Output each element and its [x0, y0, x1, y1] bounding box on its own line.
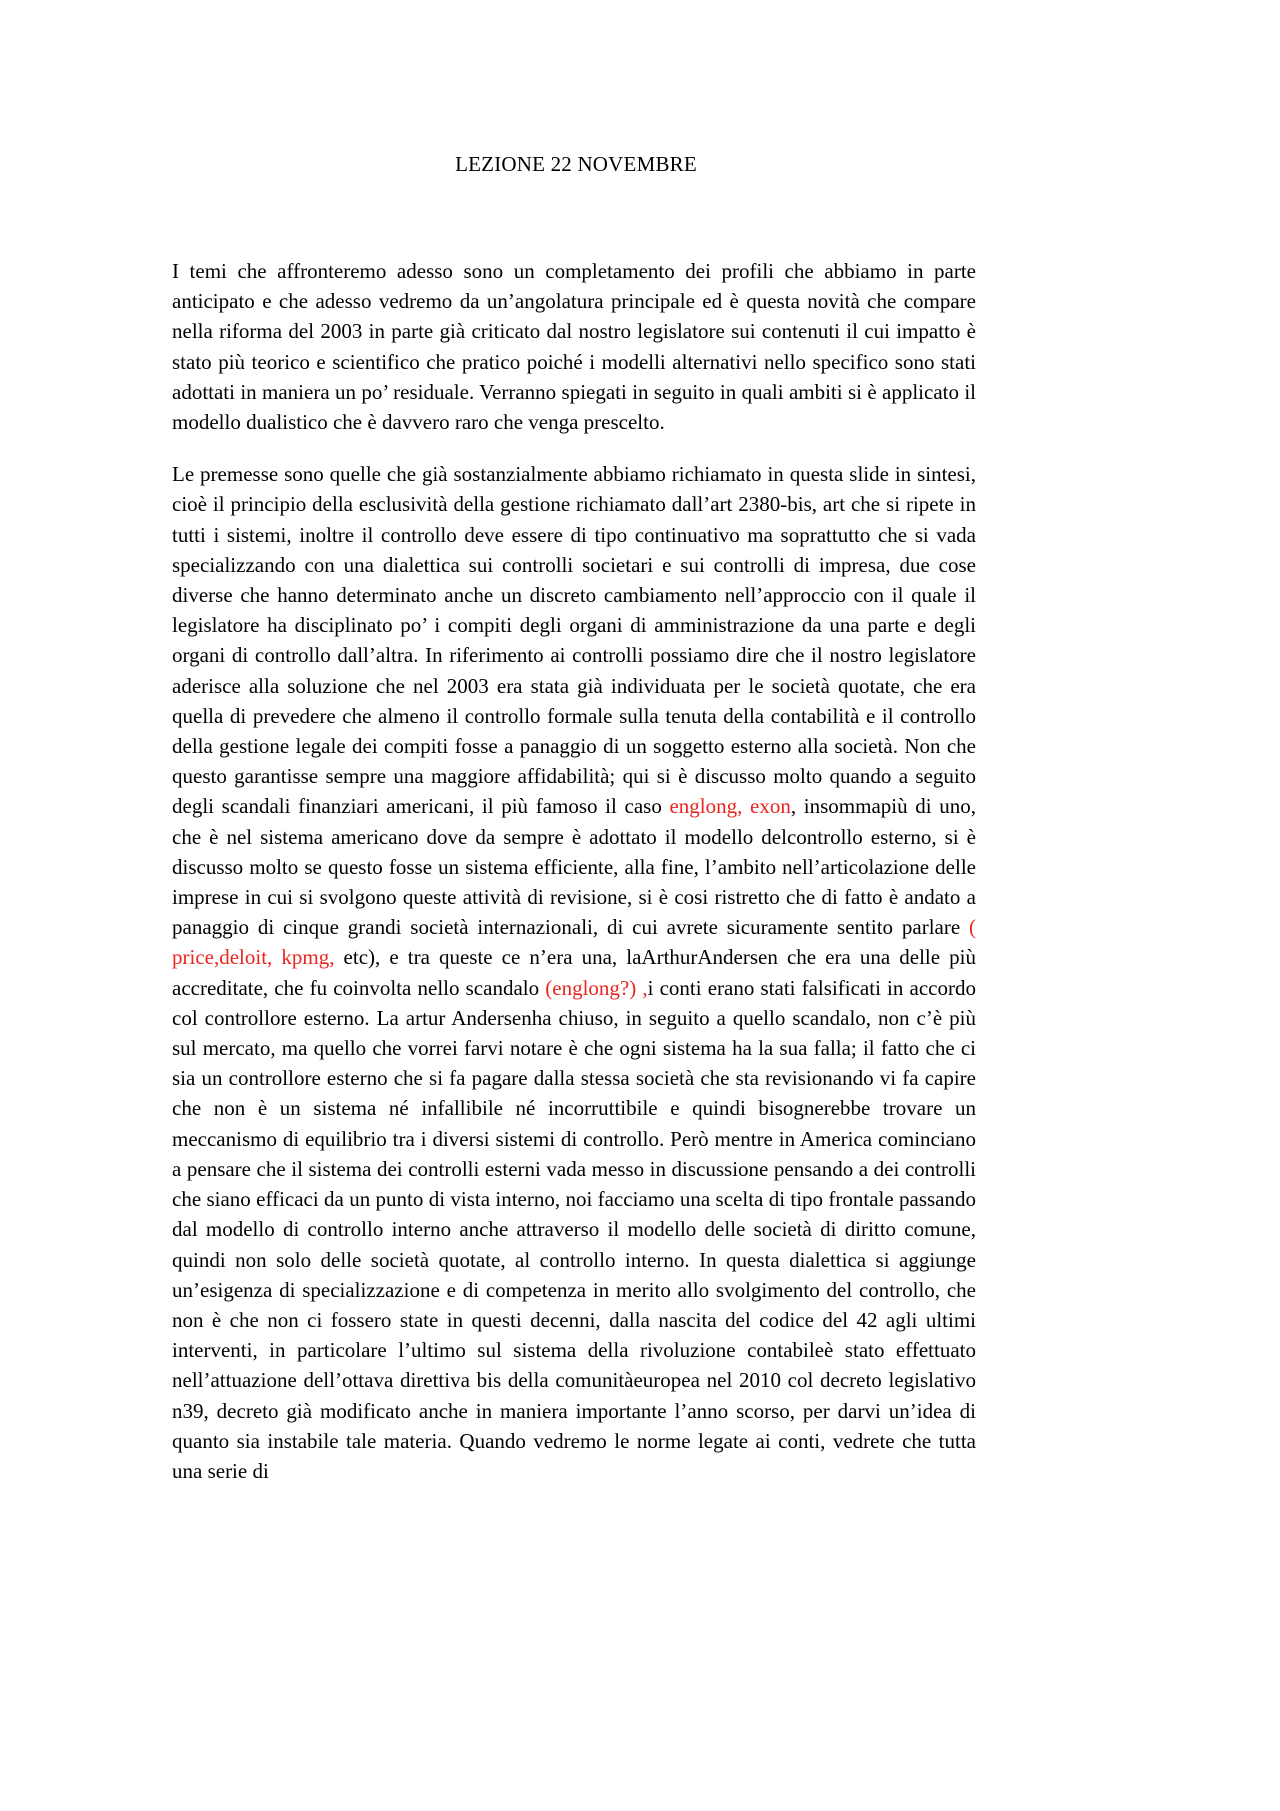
paragraph-2-text: , insommapiù di uno, che è nel sistema americano dove da sempre è adottato il modello delcontrollo esterno, si è discusso molto se questo fosse un sistema efficiente, alla fine, l’ambito nell’articolazione delle imprese in cui si svolgono queste attività di revisione, si è cosi ristretto che di fatto è andato a panaggio di cinque grandi società internazionali, di cui avrete sicuramente sentito parlare [172, 794, 976, 940]
paragraph-2-text: i conti erano stati falsificati in accordo col controllore esterno. La artur Andersenha chiuso, in seguito a quello scandalo, non c’è più sul mercato, ma quello che vorrei farvi notare è che ogni sistema ha la sua falla; il fatto che ci sia un controllore esterno che si fa pagare dalla stessa società che sta revisionando vi fa capire che non è un sistema né infallibile né incorruttibile e quindi bisognerebbe trovare un meccanismo di equilibrio tra i diversi sistemi di controllo. Però mentre in America cominciano a pensare che il sistema dei controlli esterni vada messo in discussione pensando a dei controlli che siano efficaci da un punto di vista interno, noi facciamo una scelta di tipo frontale passando dal modello di controllo interno anche attraverso il modello delle società di diritto comune, quindi non solo delle società quotate, al controllo interno. In questa dialettica si aggiunge un’esigenza di specializzazione e di competenza in merito allo svolgimento del controllo, che non è che non ci fossero state in questi decenni, dalla nascita del codice del 42 agli ultimi interventi, in particolare l’ultimo sul sistema della rivoluzione contabileè stato effettuato nell’attuazione dell’ottava direttiva bis della comunitàeuropea nel 2010 col decreto legislativo n39, decreto già modificato anche in maniera importante l’anno scorso, per darvi un’idea di quanto sia instabile tale materia. Quando vedremo le norme legate ai conti, vedrete che tutta una serie di [172, 975, 976, 1483]
paragraph-1: I temi che affronteremo adesso sono un completamento dei profili che abbiamo in parte anticipato e che adesso vedremo da un’angolatura principale ed è questa novità che compare nella riforma del 2003 in parte già criticato dal nostro legislatore sui contenuti il cui impatto è stato più teorico e scientifico che pratico poiché i modelli alternativi nello specifico sono stati adottati in maniera un po’ residuale. Verranno spiegati in seguito in quali ambiti si è applicato il modello dualistico che è davvero raro che venga prescelto. [172, 259, 976, 435]
document-body [172, 256, 976, 1508]
paragraph-2-text: Le premesse sono quelle che già sostanzialmente abbiamo richiamato in questa slide in sintesi, cioè il principio della esclusività della gestione richiamato dall’art 2380-bis, art che si ripete in tutti i sistemi, inoltre il controllo deve essere di tipo continuativo ma soprattutto che si vada specializzando con una dialettica sui controlli societari e sui controlli di impresa, due cose diverse che hanno determinato anche un discreto cambiamento nell’approccio con il quale il legislatore ha disciplinato po’ i compiti degli organi di amministrazione da una parte e degli organi di controllo dall’altra. In riferimento ai controlli possiamo dire che il nostro legislatore aderisce alla soluzione che nel 2003 era stata già individuata per le società quotate, che era quella di prevedere che almeno il controllo formale sulla tenuta della contabilità e il controllo della gestione legale dei compiti fosse a panaggio di un soggetto esterno alla società. Non che questo garantisse sempre una maggiore affidabilità; qui si è discusso molto quando a seguito degli scandali finanziari americani, il più famoso il caso [172, 462, 976, 819]
highlighted-text: ( price,deloit, kpmg, [172, 915, 976, 970]
paragraph-2-text: etc), e tra queste ce n’era una, laArthurAndersen che era una delle più accreditate, che fu coinvolta nello scandalo [172, 945, 976, 1000]
document-title: LEZIONE 22 NOVEMBRE [455, 152, 697, 176]
highlighted-text: (englong?) , [545, 975, 648, 1000]
paragraph-2 [172, 459, 976, 1486]
highlighted-text: englong, exon [669, 794, 791, 819]
